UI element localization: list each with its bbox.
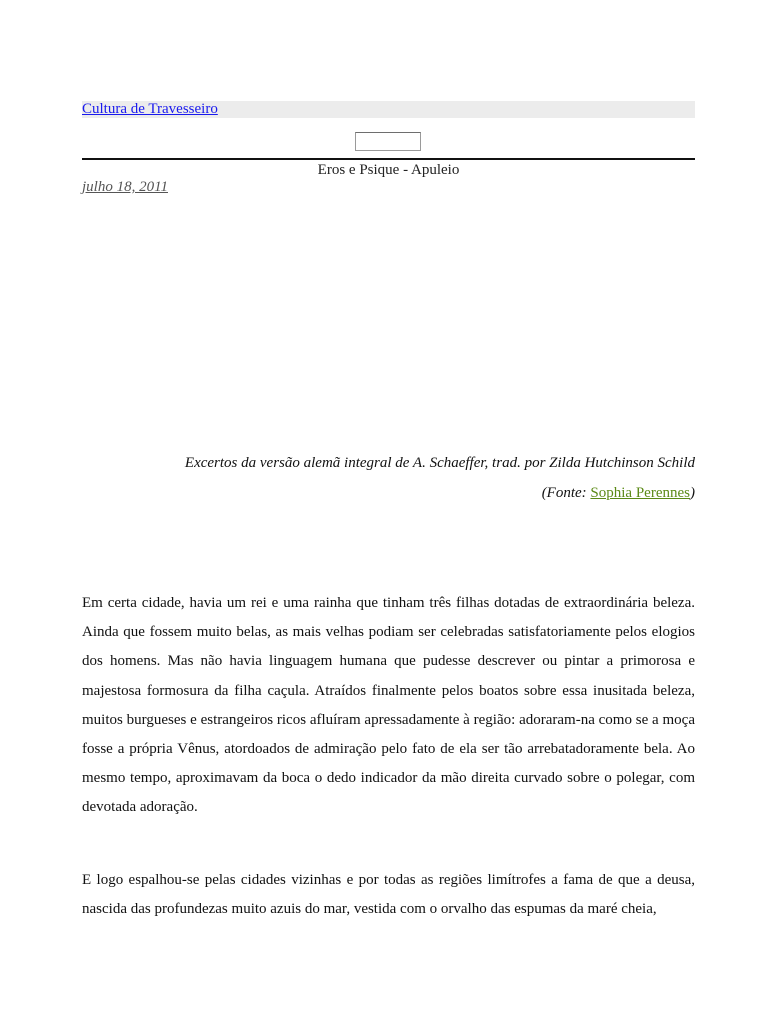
source-suffix: ) — [690, 485, 695, 501]
source-credits — [82, 448, 695, 508]
translation-credit: Excertos da versão alemã integral de A. Schaeffer, trad. por Zilda Hutchinson Schild — [184, 455, 695, 471]
blog-title-link[interactable]: Cultura de Travesseiro — [82, 101, 218, 117]
header-divider — [82, 158, 695, 160]
blog-header-bar — [82, 101, 695, 118]
body-paragraph-1: Em certa cidade, havia um rei e uma rainha que tinham três filhas dotadas de extraordinária beleza. Ainda que fossem muito belas, as mais velhas podiam ser celebradas satisfatoriamente pelos elogios dos homens. Mas não havia linguagem humana que pudesse descrever ou pintar a primorosa e majestosa formosura da filha caçula. Atraídos finalmente pelos boatos sobre essa inusitada beleza, muitos burgueses e estrangeiros ricos afluíram apressadamente à região: adoraram-na como se a moça fosse a própria Vênus, atordoados de admiração pelo fato de ela ser tão arrebatadoramente bela. Ao mesmo tempo, aproximavam da boca o dedo indicador da mão direita curvado sobre o polegar, com devotada adoração. — [82, 595, 695, 816]
post-date-link[interactable]: julho 18, 2011 — [82, 179, 168, 195]
source-prefix: (Fonte: — [541, 485, 591, 501]
source-line — [82, 478, 695, 508]
post-title: Eros e Psique - Apuleio — [317, 162, 460, 178]
source-link[interactable]: Sophia Perennes — [590, 485, 690, 501]
search-input[interactable] — [355, 132, 421, 151]
body-paragraph-2: E logo espalhou-se pelas cidades vizinhas e por todas as regiões limítrofes a fama de que a deusa, nascida das profundezas muito azuis do mar, vestida com o orvalho das espumas da maré cheia, — [82, 872, 695, 918]
